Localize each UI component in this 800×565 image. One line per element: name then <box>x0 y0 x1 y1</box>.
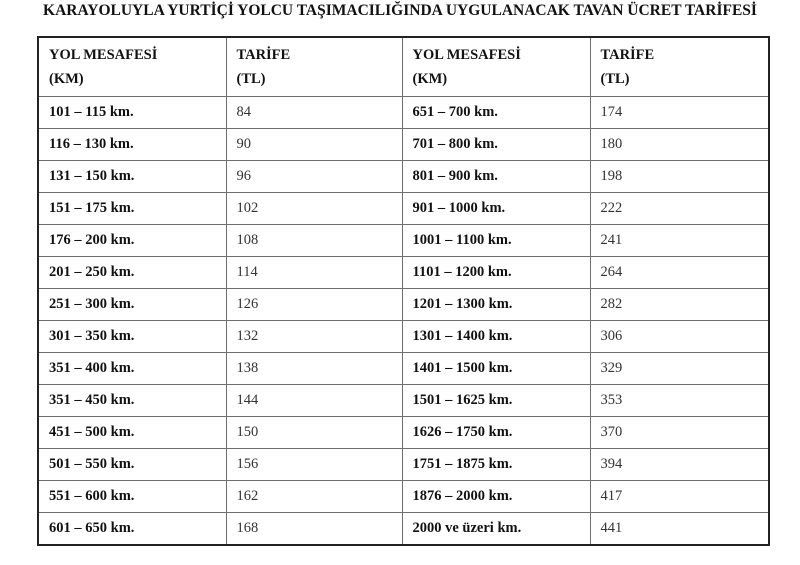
header-tariff-label: TARİFE <box>236 47 291 63</box>
page-title: KARAYOLUYLA YURTİÇİ YOLCU TAŞIMACILIĞINDA UYGULANACAK TAVAN ÜCRET TARİFESİ <box>43 2 757 19</box>
right-price-cell: 282 <box>590 289 769 321</box>
right-price-cell: 329 <box>590 353 769 385</box>
right-distance-cell: 1301 – 1400 km. <box>402 321 590 353</box>
right-distance-cell: 651 – 700 km. <box>402 97 590 129</box>
table-row <box>38 353 769 385</box>
header-tariff-unit: (TL) <box>600 71 630 87</box>
right-distance-cell: 1201 – 1300 km. <box>402 289 590 321</box>
left-price-cell: 144 <box>226 385 402 417</box>
table-row <box>38 289 769 321</box>
left-distance-cell: 351 – 400 km. <box>38 353 226 385</box>
right-distance-cell: 901 – 1000 km. <box>402 193 590 225</box>
header-distance-unit: (KM) <box>49 71 84 87</box>
left-price-cell: 132 <box>226 321 402 353</box>
header-distance-label: YOL MESAFESİ <box>49 47 158 63</box>
left-distance-cell: 451 – 500 km. <box>38 417 226 449</box>
header-tariff-right <box>590 37 769 97</box>
right-distance-cell: 701 – 800 km. <box>402 129 590 161</box>
table-row <box>38 417 769 449</box>
left-price-cell: 114 <box>226 257 402 289</box>
right-price-cell: 417 <box>590 481 769 513</box>
right-distance-cell: 1751 – 1875 km. <box>402 449 590 481</box>
table-row <box>38 97 769 129</box>
table-row <box>38 161 769 193</box>
left-distance-cell: 101 – 115 km. <box>38 97 226 129</box>
left-distance-cell: 116 – 130 km. <box>38 129 226 161</box>
right-price-cell: 174 <box>590 97 769 129</box>
table-row <box>38 449 769 481</box>
header-distance-label: YOL MESAFESİ <box>412 47 521 63</box>
left-distance-cell: 201 – 250 km. <box>38 257 226 289</box>
table-row <box>38 481 769 513</box>
left-distance-cell: 131 – 150 km. <box>38 161 226 193</box>
right-price-cell: 222 <box>590 193 769 225</box>
left-distance-cell: 176 – 200 km. <box>38 225 226 257</box>
right-price-cell: 264 <box>590 257 769 289</box>
left-price-cell: 108 <box>226 225 402 257</box>
right-price-cell: 306 <box>590 321 769 353</box>
left-distance-cell: 501 – 550 km. <box>38 449 226 481</box>
left-distance-cell: 551 – 600 km. <box>38 481 226 513</box>
table-row <box>38 193 769 225</box>
left-distance-cell: 301 – 350 km. <box>38 321 226 353</box>
left-price-cell: 138 <box>226 353 402 385</box>
header-distance-left <box>38 37 226 97</box>
left-price-cell: 84 <box>226 97 402 129</box>
left-distance-cell: 601 – 650 km. <box>38 513 226 546</box>
table-row <box>38 257 769 289</box>
right-distance-cell: 801 – 900 km. <box>402 161 590 193</box>
table-row <box>38 385 769 417</box>
left-distance-cell: 251 – 300 km. <box>38 289 226 321</box>
left-distance-cell: 151 – 175 km. <box>38 193 226 225</box>
right-price-cell: 370 <box>590 417 769 449</box>
tariff-table <box>37 36 770 546</box>
table-row <box>38 513 769 546</box>
right-price-cell: 241 <box>590 225 769 257</box>
left-price-cell: 162 <box>226 481 402 513</box>
right-distance-cell: 1501 – 1625 km. <box>402 385 590 417</box>
tariff-table-body <box>38 97 769 546</box>
left-price-cell: 90 <box>226 129 402 161</box>
table-row <box>38 129 769 161</box>
right-distance-cell: 1001 – 1100 km. <box>402 225 590 257</box>
header-tariff-left <box>226 37 402 97</box>
left-distance-cell: 351 – 450 km. <box>38 385 226 417</box>
right-price-cell: 353 <box>590 385 769 417</box>
table-header-row <box>38 37 769 97</box>
left-price-cell: 168 <box>226 513 402 546</box>
right-price-cell: 180 <box>590 129 769 161</box>
table-row <box>38 225 769 257</box>
header-distance-unit: (KM) <box>412 71 448 87</box>
header-tariff-unit: (TL) <box>236 71 266 87</box>
header-distance-right <box>402 37 590 97</box>
right-price-cell: 441 <box>590 513 769 546</box>
left-price-cell: 96 <box>226 161 402 193</box>
right-distance-cell: 2000 ve üzeri km. <box>402 513 590 546</box>
right-price-cell: 394 <box>590 449 769 481</box>
right-distance-cell: 1401 – 1500 km. <box>402 353 590 385</box>
right-distance-cell: 1876 – 2000 km. <box>402 481 590 513</box>
right-price-cell: 198 <box>590 161 769 193</box>
header-tariff-label: TARİFE <box>600 47 655 63</box>
left-price-cell: 102 <box>226 193 402 225</box>
left-price-cell: 126 <box>226 289 402 321</box>
left-price-cell: 156 <box>226 449 402 481</box>
table-row <box>38 321 769 353</box>
right-distance-cell: 1101 – 1200 km. <box>402 257 590 289</box>
left-price-cell: 150 <box>226 417 402 449</box>
right-distance-cell: 1626 – 1750 km. <box>402 417 590 449</box>
